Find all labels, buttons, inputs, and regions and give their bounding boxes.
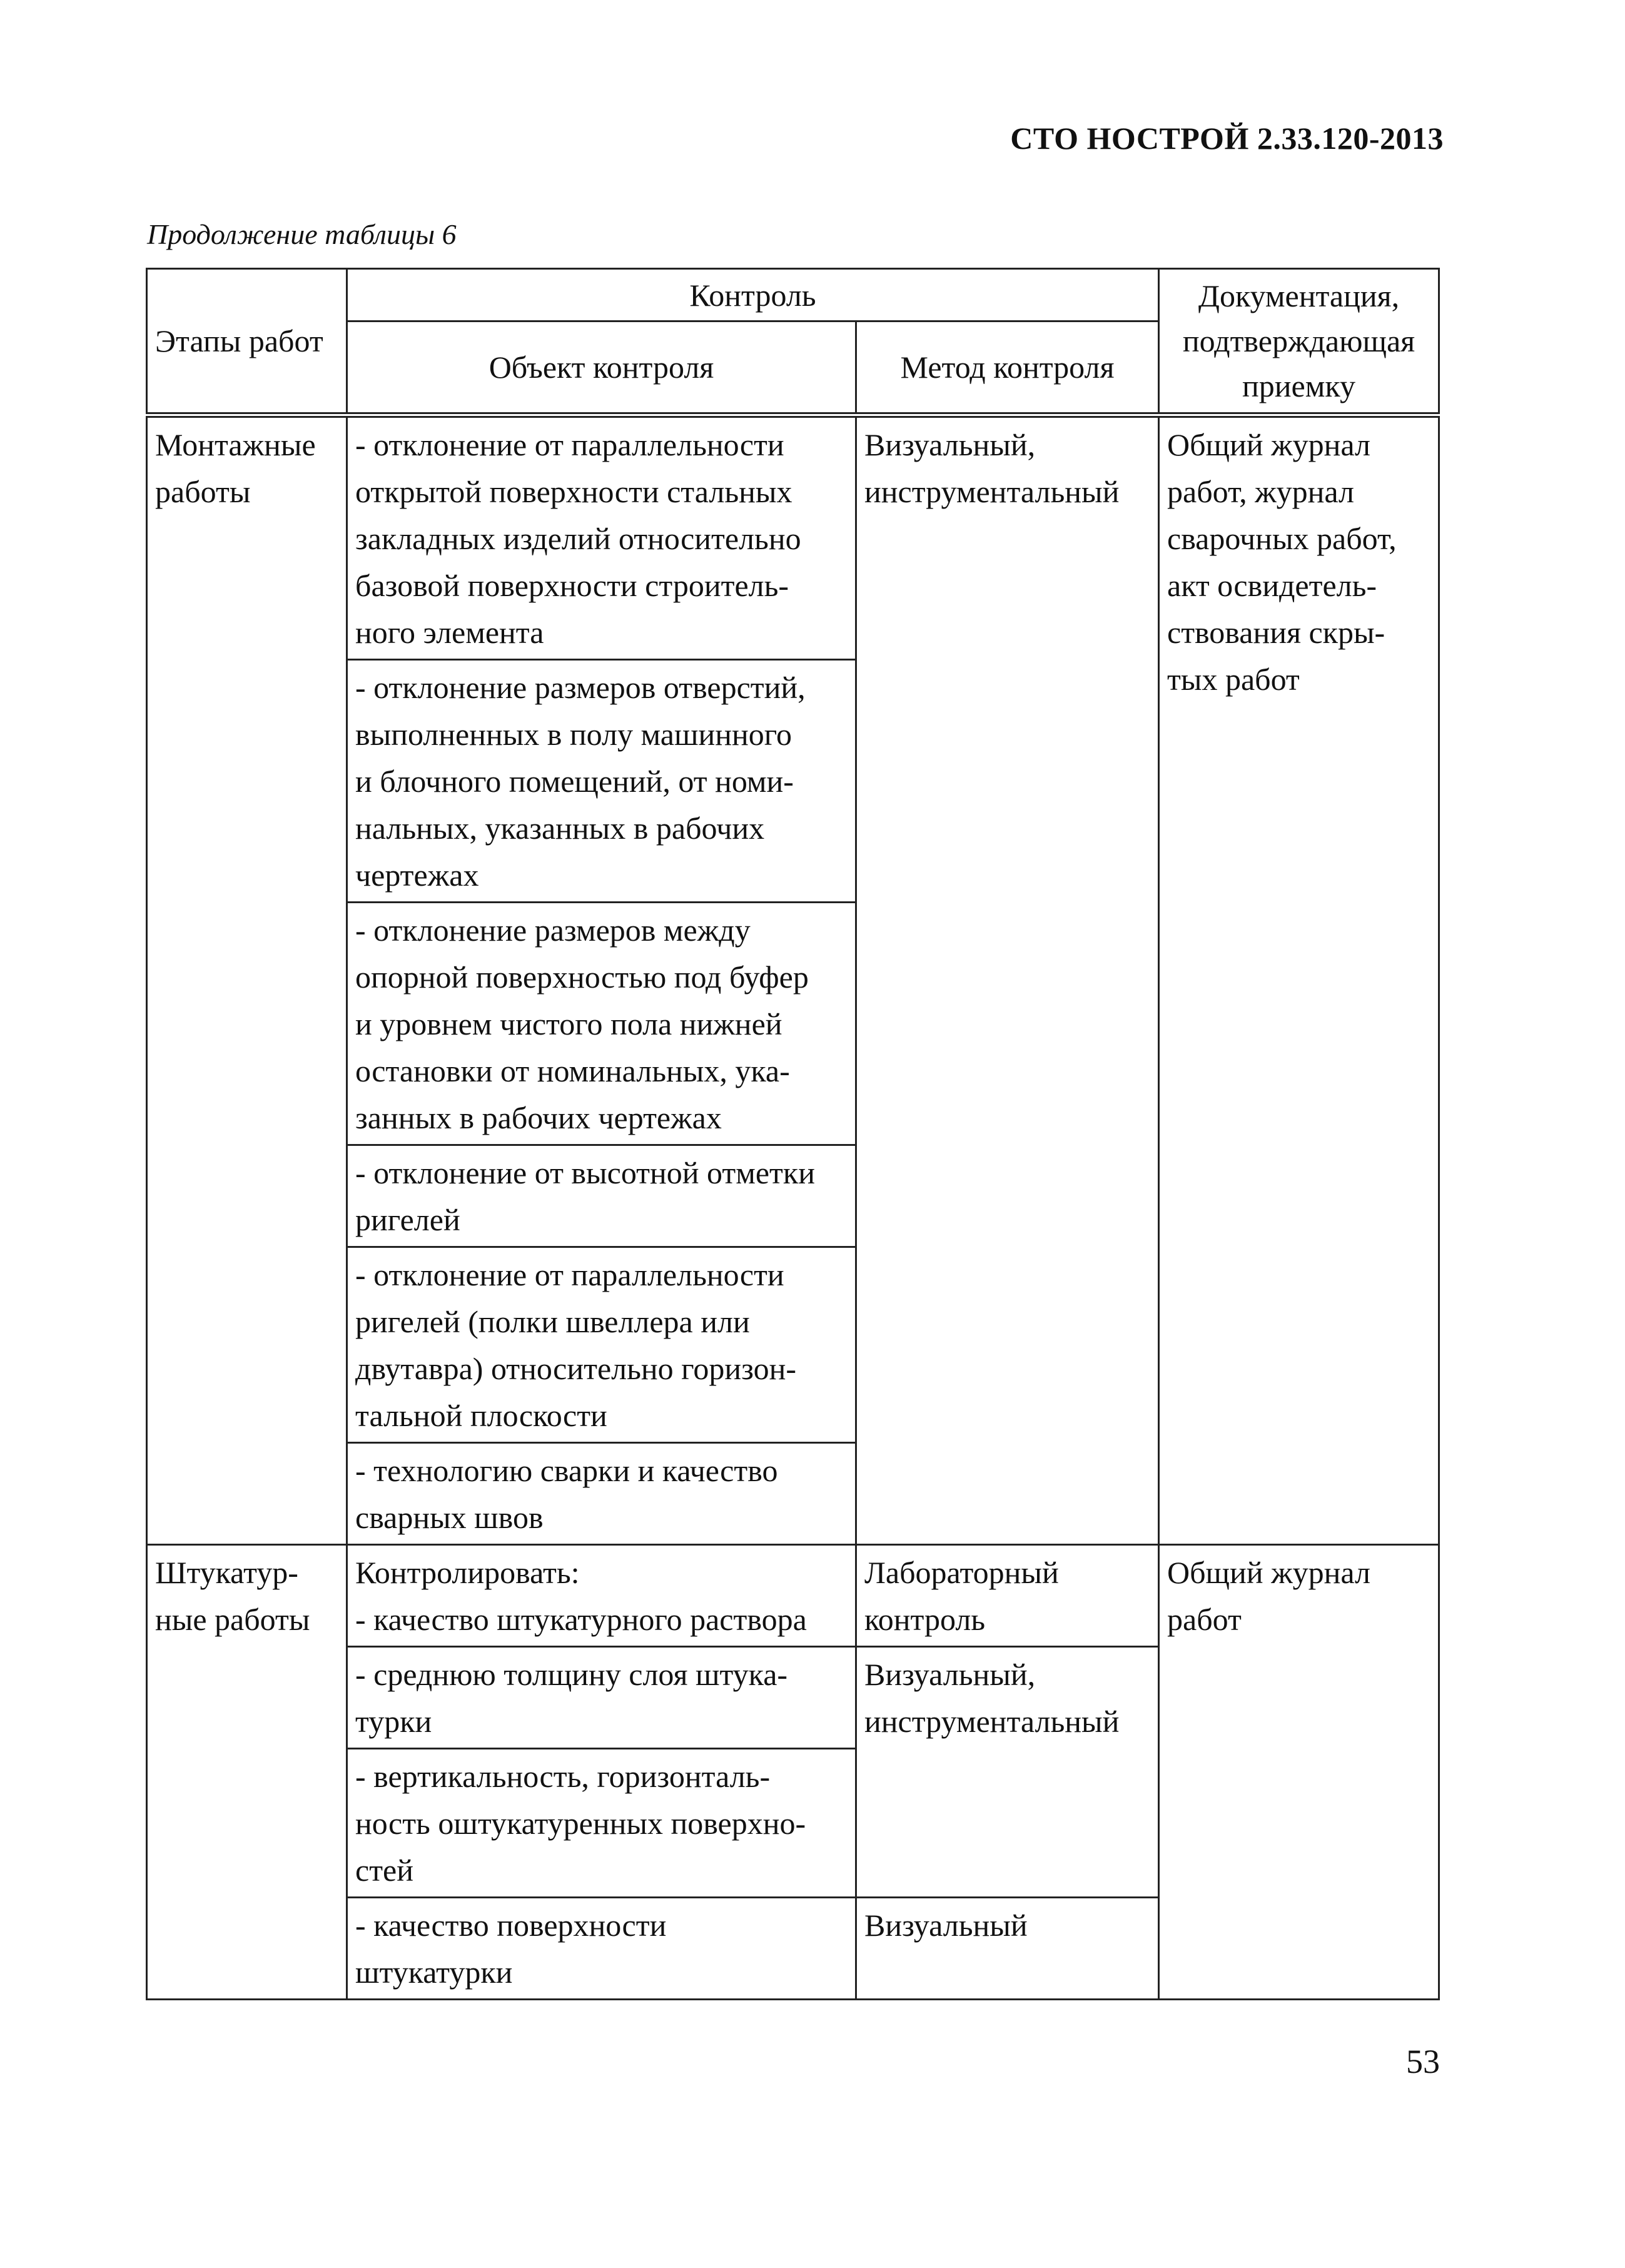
table-row	[147, 415, 1439, 660]
header-documentation	[1159, 269, 1439, 415]
header-object: Объект контроля	[347, 321, 856, 415]
object-line: закладных изделий относительно	[355, 521, 801, 556]
object-line: остановки от номинальных, ука-	[355, 1053, 790, 1088]
method-line: Визуальный,	[864, 1657, 1036, 1692]
docs-line: ствования скры-	[1167, 615, 1385, 650]
object-line: базовой поверхности строитель-	[355, 568, 789, 603]
header-stages: Этапы работ	[147, 269, 347, 415]
object-line: - качество штукатурного раствора	[355, 1602, 807, 1637]
docs-line: сварочных работ,	[1167, 521, 1397, 556]
object-line: и уровнем чистого пола нижней	[355, 1006, 782, 1041]
stage-montage	[147, 415, 347, 1545]
method-line: Визуальный,	[864, 427, 1036, 462]
header-documentation-line: Документация,	[1198, 278, 1400, 313]
docs-line: Общий журнал	[1167, 1555, 1370, 1590]
docs-line: работ	[1167, 1602, 1242, 1637]
object-line: занных в рабочих чертежах	[355, 1100, 722, 1135]
control-table	[146, 268, 1440, 2000]
method-line: контроль	[864, 1602, 986, 1637]
object-line: - вертикальность, горизонталь-	[355, 1759, 771, 1794]
header-documentation-line: приемку	[1242, 368, 1355, 403]
object-cell	[347, 903, 856, 1145]
header-documentation-line: подтверждающая	[1182, 323, 1415, 358]
object-line: и блочного помещений, от номи-	[355, 764, 794, 799]
document-code-header: СТО НОСТРОЙ 2.33.120-2013	[1010, 121, 1444, 156]
object-line: штукатурки	[355, 1955, 513, 1990]
stage-line: работы	[155, 474, 251, 509]
object-line: - среднюю толщину слоя штука-	[355, 1657, 788, 1692]
object-line: ригелей (полки швеллера или	[355, 1304, 750, 1339]
object-line: открытой поверхности стальных	[355, 474, 792, 509]
object-line: турки	[355, 1704, 432, 1739]
object-line: - отклонение от параллельности	[355, 1257, 784, 1292]
stage-line: ные работы	[155, 1602, 310, 1637]
object-cell	[347, 660, 856, 903]
object-cell	[347, 1443, 856, 1545]
page-number: 53	[1406, 2043, 1440, 2080]
docs-line: работ, журнал	[1167, 474, 1354, 509]
docs-line: акт освидетель-	[1167, 568, 1377, 603]
header-control: Контроль	[347, 269, 1159, 321]
docs-line: тых работ	[1167, 662, 1300, 697]
method-cell	[856, 1898, 1159, 2000]
object-line: тальной плоскости	[355, 1398, 607, 1433]
method-line: Лабораторный	[864, 1555, 1059, 1590]
object-line: Контролировать:	[355, 1555, 580, 1590]
table-caption: Продолжение таблицы 6	[147, 218, 457, 250]
object-line: - отклонение от параллельности	[355, 427, 784, 462]
method-line: Визуальный	[864, 1908, 1028, 1943]
stage-plaster	[147, 1545, 347, 2000]
object-line: ность оштукатуренных поверхно-	[355, 1806, 806, 1841]
method-montage	[856, 415, 1159, 1545]
docs-plaster	[1159, 1545, 1439, 2000]
method-line: инструментальный	[864, 1704, 1120, 1739]
docs-line: Общий журнал	[1167, 427, 1370, 462]
object-line: - отклонение размеров отверстий,	[355, 670, 806, 705]
method-cell	[856, 1545, 1159, 1647]
object-cell	[347, 1749, 856, 1898]
table-row	[147, 1545, 1439, 1647]
object-line: двутавра) относительно горизон-	[355, 1351, 797, 1386]
method-cell	[856, 1647, 1159, 1898]
object-line: ригелей	[355, 1202, 460, 1237]
object-line: выполненных в полу машинного	[355, 717, 792, 752]
object-line: - отклонение от высотной отметки	[355, 1155, 815, 1190]
object-cell	[347, 1898, 856, 2000]
stage-line: Штукатур-	[155, 1555, 298, 1590]
docs-montage	[1159, 415, 1439, 1545]
object-line: - отклонение размеров между	[355, 913, 751, 948]
object-cell	[347, 1647, 856, 1749]
object-line: опорной поверхностью под буфер	[355, 959, 809, 995]
object-cell	[347, 415, 856, 660]
object-cell	[347, 1145, 856, 1247]
object-cell	[347, 1247, 856, 1443]
object-line: стей	[355, 1853, 413, 1888]
method-line: инструментальный	[864, 474, 1120, 509]
object-line: - качество поверхности	[355, 1908, 667, 1943]
object-line: - технологию сварки и качество	[355, 1453, 778, 1488]
object-line: нальных, указанных в рабочих	[355, 811, 765, 846]
object-line: ного элемента	[355, 615, 544, 650]
object-line: чертежах	[355, 858, 479, 893]
header-method: Метод контроля	[856, 321, 1159, 415]
object-line: сварных швов	[355, 1500, 544, 1535]
stage-line: Монтажные	[155, 427, 316, 462]
object-cell	[347, 1545, 856, 1647]
